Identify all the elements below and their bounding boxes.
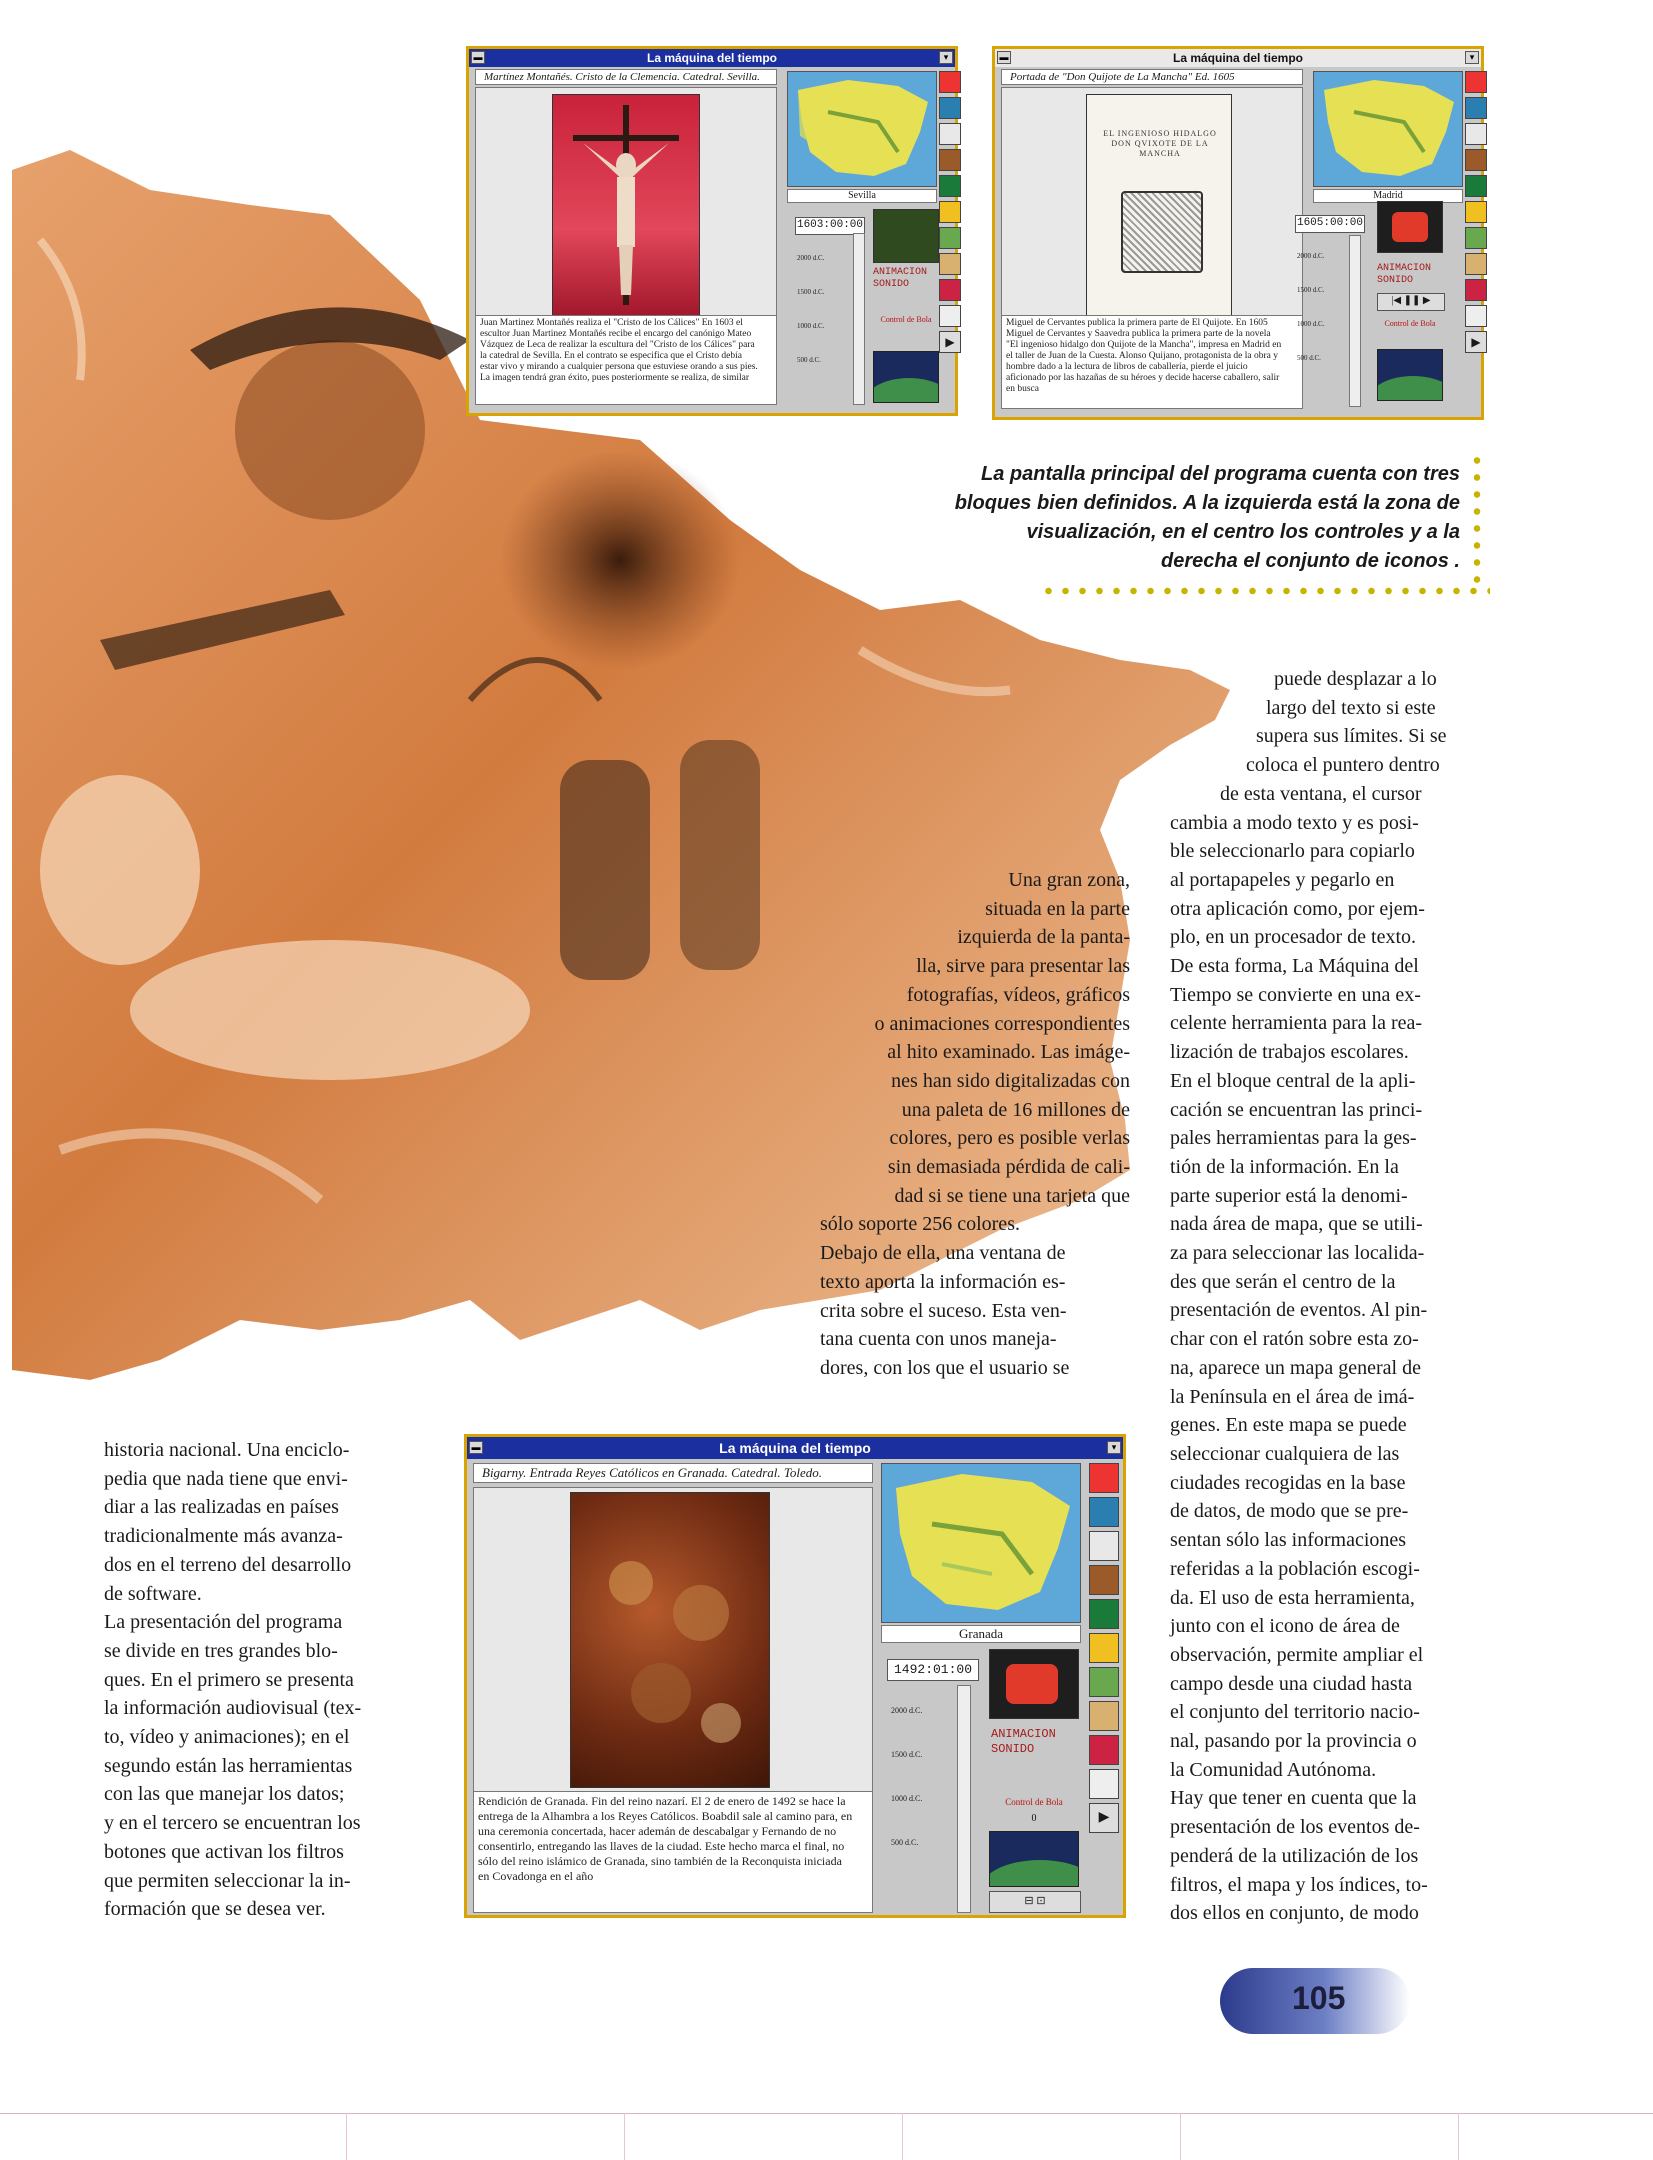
text-line: formación que se desea ver. — [104, 1898, 326, 1921]
text-line: presentación de eventos. Al pin- — [1170, 1299, 1428, 1322]
text-line: sólo soporte 256 colores. — [820, 1213, 1020, 1236]
text-line: el conjunto del territorio nacio- — [1170, 1701, 1420, 1724]
text-line: da. El uso de esta herramienta, — [1170, 1586, 1415, 1609]
text-line: observación, permite ampliar el — [1170, 1643, 1424, 1666]
text-line: celente herramienta para la rea- — [1170, 1012, 1423, 1035]
text-line: la información audiovisual (tex- — [104, 1697, 362, 1720]
triangle-icon[interactable] — [1465, 175, 1487, 197]
filter-icon[interactable] — [1089, 1463, 1119, 1493]
text-line: coloca el puntero dentro — [1246, 754, 1440, 777]
event-text[interactable]: Juan Martinez Montañés realiza el "Cristo de los Cálices" En 1603 el escultor Juan Martinez Montañés recibe el encargo del canónigo Mateo Vázquez de Leca de realizar la escultura del "Cristo de los Cálices" para la catedral de Sevilla. En el contrato se especifica que el Cristo debía estar vivo y mirando a cualquier persona que estuviese orando a sus pies. La imagen tendrá gran éxito, pues posteriormente se realiza, de similar — [475, 315, 777, 405]
text-line: otra aplicación como, por ejem- — [1170, 897, 1425, 920]
text-line: al hito examinado. Las imáge- — [887, 1041, 1130, 1064]
text-line: izquierda de la panta- — [957, 926, 1130, 949]
text-line: botones que activan los filtros — [104, 1840, 344, 1863]
text-line: na, aparece un mapa general de — [1170, 1356, 1421, 1379]
text-line: tana cuenta con unos maneja- — [820, 1328, 1057, 1351]
text-line: tión de la información. En la — [1170, 1155, 1399, 1178]
text-line: La presentación del programa — [104, 1611, 343, 1634]
text-line: junto con el icono de área de — [1170, 1615, 1400, 1638]
location-map-thumb — [989, 1649, 1079, 1719]
book-icon[interactable] — [1465, 149, 1487, 171]
text-line: de software. — [104, 1582, 202, 1605]
animation-sound-label: ANIMACION SONIDO — [873, 267, 928, 290]
text-line: parte superior está la denomi- — [1170, 1184, 1408, 1207]
tools-icon[interactable] — [1465, 123, 1487, 145]
text-line: largo del texto si este — [1266, 696, 1436, 719]
text-line: dores, con los que el usuario se — [820, 1356, 1070, 1379]
minimize-button[interactable]: ▾ — [1465, 51, 1479, 64]
spain-map-icon[interactable] — [939, 201, 961, 223]
window-titlebar: La máquina del tiempo — [467, 1437, 1123, 1459]
relief-image — [570, 1492, 770, 1788]
play-icon[interactable]: ▶ — [939, 331, 961, 353]
screenshot-sevilla — [466, 46, 958, 416]
text-line: crita sobre el suceso. Esta ven- — [820, 1299, 1067, 1322]
animation-sound-label: ANIMACION SONIDO — [991, 1727, 1056, 1756]
play-icon[interactable]: ▶ — [1089, 1803, 1119, 1833]
text-line: Hay que tener en cuenta que la — [1170, 1787, 1417, 1810]
people-icon[interactable] — [939, 279, 961, 301]
text-line: referidas a la población escogi- — [1170, 1557, 1420, 1580]
filter-icon[interactable] — [1465, 71, 1487, 93]
reclining-figure — [130, 940, 530, 1080]
text-line: la Comunidad Autónoma. — [1170, 1758, 1377, 1781]
text-line: Tiempo se convierte en una ex- — [1170, 983, 1421, 1006]
system-menu-button[interactable]: ▬ — [997, 51, 1011, 64]
text-line: nada área de mapa, que se utili- — [1170, 1213, 1423, 1236]
magnifier-icon[interactable] — [1465, 305, 1487, 327]
crop-mark — [624, 2113, 625, 2160]
triangle-icon[interactable] — [939, 175, 961, 197]
area-map[interactable] — [881, 1463, 1081, 1623]
window-titlebar: La máquina del tiempo — [469, 49, 955, 67]
crop-mark — [902, 2113, 903, 2160]
caption-line: visualización, en el centro los controles y a la — [1026, 521, 1460, 543]
text-line: penderá de la utilización de los — [1170, 1844, 1419, 1867]
text-line: lla, sirve para presentar las — [916, 955, 1130, 978]
castle-icon[interactable] — [1089, 1701, 1119, 1731]
text-line: nes han sido digitalizadas con — [891, 1069, 1130, 1092]
clock-icon[interactable] — [939, 97, 961, 119]
tools-icon[interactable] — [939, 123, 961, 145]
book-icon[interactable] — [1089, 1565, 1119, 1595]
middle-column — [800, 866, 1130, 1383]
text-line: ques. En el primero se presenta — [104, 1668, 354, 1691]
landscape-icon[interactable] — [939, 227, 961, 249]
text-line: al portapapeles y pegarlo en — [1170, 868, 1395, 891]
text-line: tradicionalmente más avanza- — [104, 1525, 343, 1548]
portrait-face — [235, 340, 425, 520]
crucifix-drawing — [553, 95, 699, 319]
soldier-figure-1 — [560, 760, 650, 980]
area-map[interactable] — [787, 71, 937, 187]
text-line: la Península en el área de imá- — [1170, 1385, 1415, 1408]
icon-column — [1465, 71, 1489, 357]
text-line: presentación de los eventos de- — [1170, 1816, 1420, 1839]
system-menu-button[interactable]: ▬ — [469, 1441, 483, 1454]
text-line: ble seleccionarlo para copiarlo — [1170, 840, 1415, 863]
painting-figure — [40, 775, 200, 965]
text-line: cambia a modo texto y es posi- — [1170, 811, 1419, 834]
clock-icon[interactable] — [1089, 1497, 1119, 1527]
text-line: de esta ventana, el cursor — [1220, 782, 1422, 805]
tools-icon[interactable] — [1089, 1531, 1119, 1561]
soldier-figure-2 — [680, 740, 760, 970]
people-icon[interactable] — [1465, 279, 1487, 301]
text-line: o animaciones correspondientes — [874, 1012, 1130, 1035]
text-line: puede desplazar a lo — [1274, 668, 1437, 690]
text-line: con las que manejar los datos; — [104, 1783, 345, 1806]
page-number-badge — [1220, 1968, 1410, 2034]
spain-map-icon[interactable] — [1465, 201, 1487, 223]
page-number: 105 — [1292, 1980, 1346, 2016]
text-line: filtros, el mapa y los índices, to- — [1170, 1873, 1428, 1896]
filter-icon[interactable] — [939, 71, 961, 93]
date-field[interactable]: 1603:00:00 — [795, 217, 865, 235]
christ-image — [552, 94, 700, 320]
text-line: texto aporta la información es- — [820, 1270, 1066, 1293]
text-line: situada en la parte — [985, 897, 1130, 920]
navigation-buttons[interactable]: ⊟ ⊡ — [989, 1891, 1081, 1913]
control-value: 0 — [1031, 1813, 1037, 1824]
text-line: nal, pasando por la provincia o — [1170, 1730, 1417, 1753]
clock-icon[interactable] — [1465, 97, 1487, 119]
text-line: dad si se tiene una tarjeta que — [894, 1184, 1130, 1207]
time-slider[interactable] — [1349, 235, 1361, 407]
dotted-rule-vertical — [1472, 452, 1482, 592]
text-line: En el bloque central de la apli- — [1170, 1069, 1416, 1092]
castle-icon[interactable] — [1465, 253, 1487, 275]
control-label: Control de Bola — [1005, 1797, 1063, 1807]
text-line: se divide en tres grandes blo- — [104, 1639, 338, 1662]
animation-sound-label: ANIMACION SONIDO — [1377, 263, 1432, 286]
crop-mark — [1180, 2113, 1181, 2160]
footer-rule — [0, 2113, 1653, 2114]
city-label: Sevilla — [787, 189, 937, 203]
quijote-cover-image — [1086, 94, 1232, 320]
text-line: supera sus límites. Si se — [1256, 725, 1447, 748]
text-line: pedia que nada tiene que envi- — [104, 1467, 348, 1490]
control-label: Control de Bola — [1384, 319, 1436, 328]
control-label: Control de Bola — [880, 315, 932, 324]
time-scale: 2000 d.C. 1500 d.C. 1000 d.C. 500 d.C. — [891, 1706, 923, 1847]
text-line: seleccionar cualquiera de las — [1170, 1442, 1400, 1465]
image-caption: Martínez Montañés. Cristo de la Clemencia. Catedral. Sevilla. — [475, 69, 777, 85]
text-line: sin demasiada pérdida de cali- — [887, 1156, 1130, 1179]
image-viewer — [473, 1487, 873, 1835]
area-map[interactable] — [1313, 71, 1463, 187]
icon-column — [1089, 1463, 1123, 1837]
cave-arch — [500, 450, 740, 670]
text-line: lización de trabajos escolares. — [1170, 1041, 1409, 1064]
text-line: De esta forma, La Máquina del — [1170, 955, 1419, 978]
text-line: de datos, de modo que se pre- — [1170, 1500, 1409, 1523]
location-map-thumb — [873, 209, 939, 263]
spain-map-icon[interactable] — [1089, 1633, 1119, 1663]
landscape-icon[interactable] — [1465, 227, 1487, 249]
minimize-button[interactable]: ▾ — [1107, 1441, 1121, 1454]
media-controls[interactable]: |◀ ❚❚ ▶ — [1377, 293, 1445, 311]
screenshot-madrid — [992, 46, 1484, 420]
castle-icon[interactable] — [939, 253, 961, 275]
earth-view — [873, 351, 939, 403]
event-text[interactable]: Rendición de Granada. Fin del reino nazarí. El 2 de enero de 1492 se hace la entrega de la Alhambra a los Reyes Católicos. Boabdil sale al camino para, en una ceremonia concertada, hacer ademán de descabalgar y Fernando de no consentirlo, entregando las llaves de la ciudad. Este hecho marca el final, no sólo del reino islámico de Granada, sino también de la Reconquista iniciada en Covadonga en el año — [473, 1791, 873, 1913]
left-column — [104, 1436, 414, 1924]
window-titlebar: La máquina del tiempo — [995, 49, 1481, 67]
magnifier-icon[interactable] — [1089, 1769, 1119, 1799]
event-text[interactable]: Miguel de Cervantes publica la primera parte de El Quijote. En 1605 Miguel de Cervantes y Saavedra publica la primera parte de la novela "El ingenioso hidalgo don Quijote de la Mancha", impresa en Madrid en el taller de Juan de la Cuesta. Alonso Quijano, protagonista de la obra y hombre dado a la lectura de libros de caballería, pierde el juicio aficionado por las hazañas de su héroes y decide hacerse caballero, salir en busca — [1001, 315, 1303, 409]
book-icon[interactable] — [939, 149, 961, 171]
date-field[interactable]: 1492:01:00 — [887, 1659, 979, 1681]
text-line: cación se encuentran las princi- — [1170, 1098, 1423, 1121]
earth-view — [1377, 349, 1443, 401]
time-slider[interactable] — [957, 1685, 971, 1913]
screenshot-granada — [464, 1434, 1126, 1918]
earth-view — [989, 1831, 1079, 1887]
text-line: fotografías, vídeos, gráficos — [906, 983, 1130, 1006]
text-line: que permiten seleccionar la in- — [104, 1869, 351, 1892]
image-caption: Portada de "Don Quijote de La Mancha" Ed. 1605 — [1001, 69, 1303, 85]
text-line: y en el tercero se encuentran los — [104, 1812, 361, 1835]
caption-line: bloques bien definidos. A la izquierda está la zona de — [954, 492, 1460, 514]
text-line: des que serán el centro de la — [1170, 1270, 1396, 1293]
time-scale: 2000 d.C. 1500 d.C. 1000 d.C. 500 d.C. — [1297, 252, 1325, 362]
text-line: za para seleccionar las localida- — [1170, 1242, 1425, 1265]
text-line: Debajo de ella, una ventana de — [820, 1242, 1066, 1265]
location-map-thumb — [1377, 201, 1443, 253]
text-line: dos en el terreno del desarrollo — [104, 1553, 352, 1576]
crop-mark — [346, 2113, 347, 2160]
text-line: segundo están las herramientas — [104, 1754, 353, 1777]
city-label: Granada — [881, 1625, 1081, 1643]
book-title: EL INGENIOSO HIDALGO DON QVIXOTE DE LA MANCHA — [1103, 129, 1217, 158]
image-caption: Bigarny. Entrada Reyes Católicos en Granada. Catedral. Toledo. — [473, 1463, 873, 1483]
text-line: colores, pero es posible verlas — [889, 1127, 1130, 1150]
caption-line: La pantalla principal del programa cuenta con tres — [980, 463, 1460, 485]
text-line: plo, en un procesador de texto. — [1170, 926, 1417, 949]
icon-column — [939, 71, 963, 357]
photo-caption — [820, 460, 1460, 576]
text-line: campo desde una ciudad hasta — [1170, 1672, 1413, 1695]
text-line: pales herramientas para la ges- — [1170, 1127, 1417, 1150]
dotted-rule-horizontal — [1040, 586, 1490, 596]
caption-line: derecha el conjunto de iconos . — [1161, 550, 1460, 572]
play-icon[interactable]: ▶ — [1465, 331, 1487, 353]
text-line: dos ellos en conjunto, de modo — [1170, 1902, 1419, 1925]
printer-emblem — [1121, 191, 1203, 273]
time-slider[interactable] — [853, 233, 865, 405]
text-line: ciudades recogidas en la base — [1170, 1471, 1406, 1494]
text-line: char con el ratón sobre esta zo- — [1170, 1328, 1419, 1351]
people-icon[interactable] — [1089, 1735, 1119, 1765]
date-field[interactable]: 1605:00:00 — [1295, 215, 1365, 233]
text-line: genes. En este mapa se puede — [1170, 1414, 1407, 1437]
right-column — [1170, 665, 1480, 1928]
triangle-icon[interactable] — [1089, 1599, 1119, 1629]
landscape-icon[interactable] — [1089, 1667, 1119, 1697]
text-line: to, vídeo y animaciones); en el — [104, 1726, 350, 1749]
text-line: diar a las realizadas en países — [104, 1496, 339, 1519]
minimize-button[interactable]: ▾ — [939, 51, 953, 64]
text-line: sentan sólo las informaciones — [1170, 1529, 1407, 1552]
text-line: Una gran zona, — [1008, 869, 1130, 891]
time-scale: 2000 d.C. 1500 d.C. 1000 d.C. 500 d.C. — [797, 254, 825, 364]
system-menu-button[interactable]: ▬ — [471, 51, 485, 64]
crop-mark — [1458, 2113, 1459, 2160]
text-line: una paleta de 16 millones de — [901, 1098, 1130, 1121]
magnifier-icon[interactable] — [939, 305, 961, 327]
text-line: historia nacional. Una enciclo- — [104, 1439, 350, 1461]
city-label: Madrid — [1313, 189, 1463, 203]
